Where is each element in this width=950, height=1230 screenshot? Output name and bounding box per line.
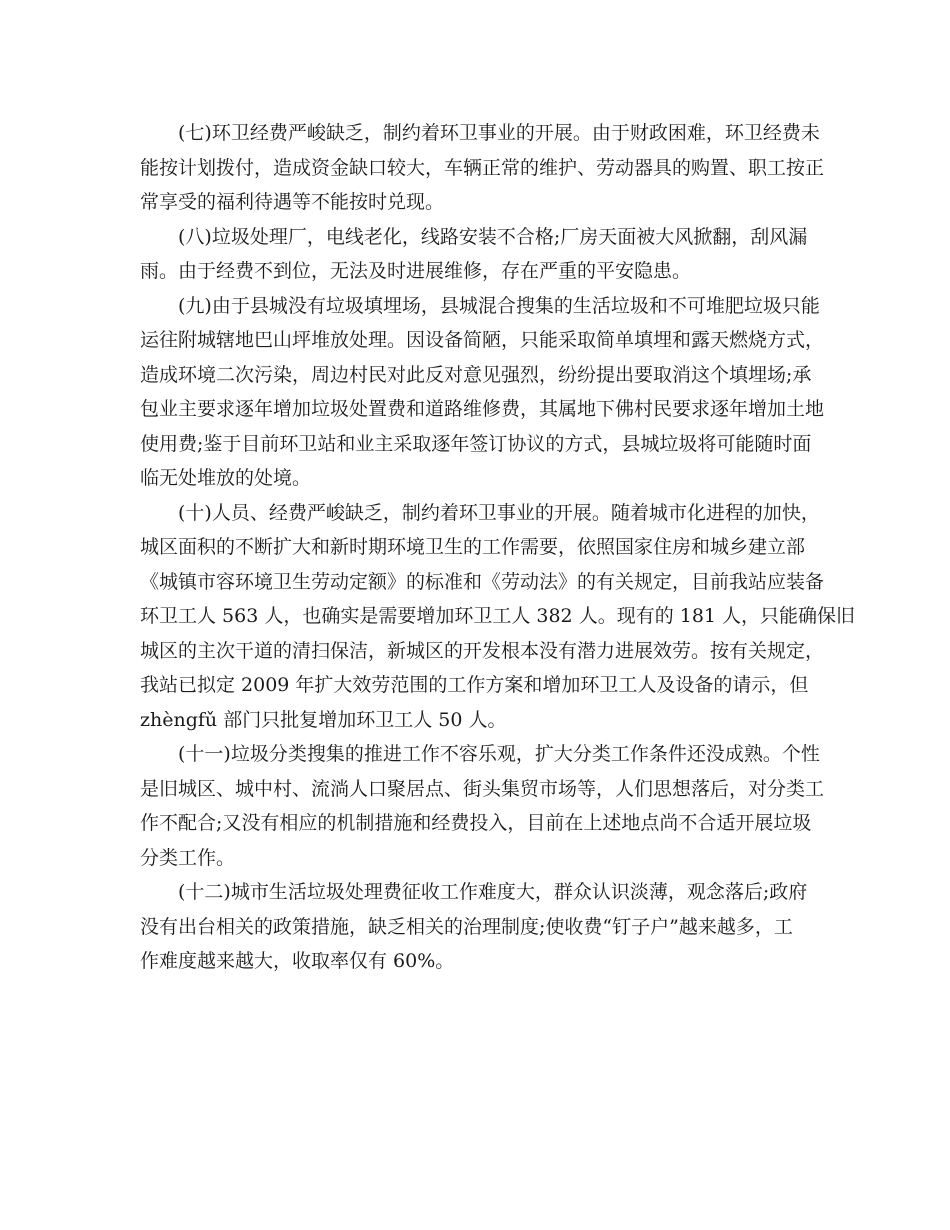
text-line: (九)由于县城没有垃圾填埋场，县城混合搜集的生活垃圾和不可堆肥垃圾只能 — [178, 294, 820, 317]
document-body — [140, 116, 856, 979]
paragraph-9 — [140, 289, 825, 496]
text-line: zhèngfǔ 部门只批复增加环卫工人 50 人。 — [140, 708, 507, 731]
text-line: 造成环境二次污染，周边村民对此反对意见强烈，纷纷提出要取消这个填埋场;承 — [140, 363, 812, 386]
text-line: 城区面积的不断扩大和新时期环境卫生的工作需要，依照国家住房和城乡建立部 — [140, 536, 806, 558]
text-line: 作不配合;又没有相应的机制措施和经费投入，目前在上述地点尚不合适开展垃圾 — [140, 812, 812, 834]
paragraph-11 — [140, 737, 825, 875]
text-line: 常享受的福利待遇等不能按时兑现。 — [140, 191, 445, 213]
text-line: 城区的主次干道的清扫保洁，新城区的开发根本没有潜力进展效劳。按有关规定， — [140, 639, 825, 662]
text-line: (八)垃圾处理厂，电线老化，线路安装不合格;厂房天面被大风掀翻，刮风漏 — [178, 225, 808, 248]
text-line: 我站已拟定 2009 年扩大效劳范围的工作方案和增加环卫工人及设备的请示，但 — [140, 674, 809, 696]
text-line: 临无处堆放的处境。 — [140, 467, 312, 489]
text-line: (七)环卫经费严峻缺乏，制约着环卫事业的开展。由于财政困难，环卫经费未 — [178, 122, 820, 144]
text-line: 包业主要求逐年增加垃圾处置费和道路维修费，其属地下佛村民要求逐年增加土地 — [140, 398, 825, 420]
text-line: 运往附城辖地巴山坪堆放处理。因设备简陋，只能采取简单填埋和露天燃烧方式， — [140, 329, 825, 351]
text-line: 雨。由于经费不到位，无法及时进展维修，存在严重的平安隐患。 — [140, 260, 692, 282]
paragraph-10 — [140, 496, 856, 738]
text-line: 没有出台相关的政策措施，缺乏相关的治理制度;使收费“钉子户”越来越多，工 — [140, 915, 793, 938]
text-line: 作难度越来越大，收取率仅有 60%。 — [140, 950, 455, 972]
paragraph-12 — [140, 875, 810, 979]
text-line: 使用费;鉴于目前环卫站和业主采取逐年签订协议的方式，县城垃圾将可能随时面 — [140, 432, 812, 455]
text-line: 能按计划拨付，造成资金缺口较大，车辆正常的维护、劳动器具的购置、职工按正 — [140, 156, 825, 179]
text-line: (十一)垃圾分类搜集的推进工作不容乐观，扩大分类工作条件还没成熟。个性 — [178, 743, 820, 765]
text-line: 《城镇市容环境卫生劳动定额》的标准和《劳动法》的有关规定，目前我站应装备 — [140, 570, 825, 593]
paragraph-8 — [140, 220, 810, 289]
text-line: (十)人员、经费严峻缺乏，制约着环卫事业的开展。随着城市化进程的加快， — [178, 501, 820, 524]
text-line: 环卫工人 563 人，也确实是需要增加环卫工人 382 人。现有的 181 人，只能确保旧 — [140, 605, 856, 627]
text-line: 分类工作。 — [140, 846, 236, 869]
paragraph-7 — [140, 116, 825, 220]
text-line: 是旧城区、城中村、流淌人口聚居点、街头集贸市场等，人们思想落后，对分类工 — [140, 777, 825, 800]
text-line: (十二)城市生活垃圾处理费征收工作难度大，群众认识淡薄，观念落后;政府 — [178, 881, 808, 903]
